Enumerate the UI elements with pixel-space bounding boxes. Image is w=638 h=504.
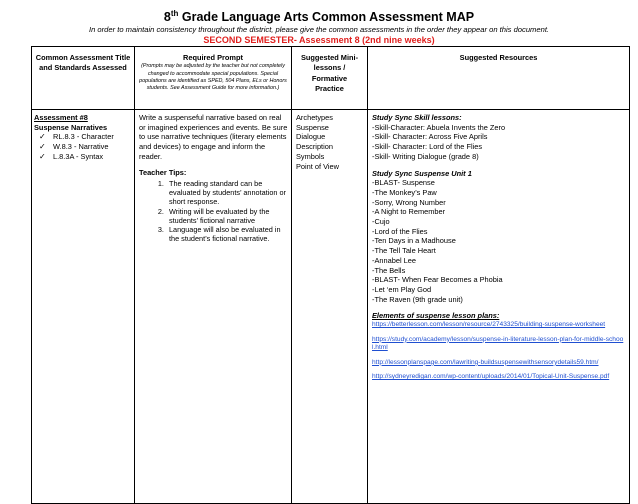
assessment-name: Suspense Narratives	[34, 122, 108, 132]
header-row	[32, 47, 630, 110]
column-header-resources: Suggested Resources	[368, 47, 630, 110]
list-item: 1. The reading standard can be evaluated by students’ annotation or short response.	[166, 179, 288, 206]
list-item: Description	[296, 142, 333, 152]
assessment-number: Assessment #8	[34, 113, 88, 122]
list-item: -BLAST- When Fear Becomes a Phobia	[372, 275, 503, 285]
list-item: -The Raven (9th grade unit)	[372, 294, 463, 304]
standard-item: ✓ RL.8.3 - Character	[39, 132, 114, 142]
list-item: -Lord of the Flies	[372, 226, 428, 236]
semester-heading: SECOND SEMESTER- Assessment 8 (2nd nine weeks)	[203, 35, 435, 45]
subtitle: In order to maintain consistency throughout the district, please give the common assessments in the order they appear on this document.	[88, 25, 550, 34]
list-item: -The Bells	[372, 265, 406, 275]
resource-link[interactable]: https://betterlesson.com/lesson/resource/2743325/building-suspense-worksheet	[372, 321, 606, 329]
list-item: -Sorry, Wrong Number	[372, 197, 446, 207]
title-text: Grade Language Arts Common Assessment MAP	[178, 10, 475, 25]
list-item: -Skill-Character: Abuela Invents the Zero	[372, 122, 506, 132]
resources-cell	[368, 110, 630, 504]
list-item: 3. Language will also be evaluated in the student’s fictional narrative.	[166, 225, 288, 243]
list-item: Dialogue	[296, 132, 326, 142]
list-item: -Annabel Lee	[372, 255, 416, 265]
suspense-unit-title: Study Sync Suspense Unit 1	[372, 168, 472, 178]
prompt-cell	[135, 110, 292, 504]
column-header-mini-lessons: Suggested Mini-lessons / Formative Practice	[292, 47, 368, 110]
assessment-cell	[32, 110, 135, 504]
list-item: -A Night to Remember	[372, 207, 446, 217]
checkmark-icon: ✓	[39, 142, 46, 152]
prompt-text: Write a suspenseful narrative based on real or imagined experiences and events. Be sure to use narrative techniques (literary elements and devices) to engage and inform the reader.	[139, 113, 288, 161]
mini-lessons-cell	[292, 110, 368, 504]
list-item: -Ten Days in a Madhouse	[372, 236, 456, 246]
list-item: -Skill- Character: Lord of the Flies	[372, 142, 483, 152]
list-item: Archetypes	[296, 113, 333, 122]
column-header-assessment: Common Assessment Title and Standards Assessed	[32, 47, 135, 110]
list-item: -Cujo	[372, 217, 390, 227]
table-row	[32, 110, 630, 504]
list-item: Point of View	[296, 161, 340, 171]
list-item: -The Monkey’s Paw	[372, 187, 437, 197]
skill-lessons-title: Study Sync Skill lessons:	[372, 113, 462, 122]
elements-of-suspense-title: Elements of suspense lesson plans:	[372, 311, 500, 321]
list-item: -Let ‘em Play God	[372, 284, 432, 294]
prompt-note: (Prompts may be adjusted by the teacher but not completely changed to accommodate special populations. Special populations are identified as SPED, 504 Plans, ELs or Honors students. See Assessment Guide for more information.)	[139, 63, 287, 92]
standard-item: ✓ W.8.3 - Narrative	[39, 142, 109, 152]
resource-link[interactable]: http://lessonplanspage.com/lawriting-buildsuspensewithsensorydetails59.htm/	[372, 358, 599, 366]
list-item: Symbols	[296, 151, 325, 161]
list-item: -BLAST- Suspense	[372, 178, 435, 188]
teacher-tips-title: Teacher Tips:	[139, 167, 187, 177]
list-item: -Skill- Character: Across Five Aprils	[372, 132, 488, 142]
resource-link[interactable]: http://sydneyredigan.com/wp-content/uploads/2014/01/Topical-Unit-Suspense.pdf	[372, 373, 610, 381]
page-title	[0, 9, 638, 24]
checkmark-icon: ✓	[39, 151, 46, 161]
list-item: -Skill- Writing Dialogue (grade 8)	[372, 151, 479, 161]
resource-link[interactable]: https://study.com/academy/lesson/suspense-in-literature-lesson-plan-for-middle-school.html	[372, 335, 624, 352]
grade-ordinal: th	[170, 9, 179, 18]
standard-item: ✓ L.8.3A - Syntax	[39, 151, 104, 161]
column-header-prompt: Required Prompt (Prompts may be adjusted by the teacher but not completely changed to accommodate special populations. Special populations are identified as SPED, 504 Plans, ELs or Honors students. See Assessment Guide for more information.)	[135, 47, 292, 110]
list-item: 2. Writing will be evaluated by the students’ fictional narrative	[166, 207, 288, 225]
list-item: Suspense	[296, 122, 329, 132]
checkmark-icon: ✓	[39, 132, 46, 142]
grade-number: 8	[163, 10, 171, 25]
list-item: -The Tell Tale Heart	[372, 246, 436, 256]
assessment-map-table	[31, 46, 630, 504]
teacher-tips-list	[139, 179, 288, 243]
